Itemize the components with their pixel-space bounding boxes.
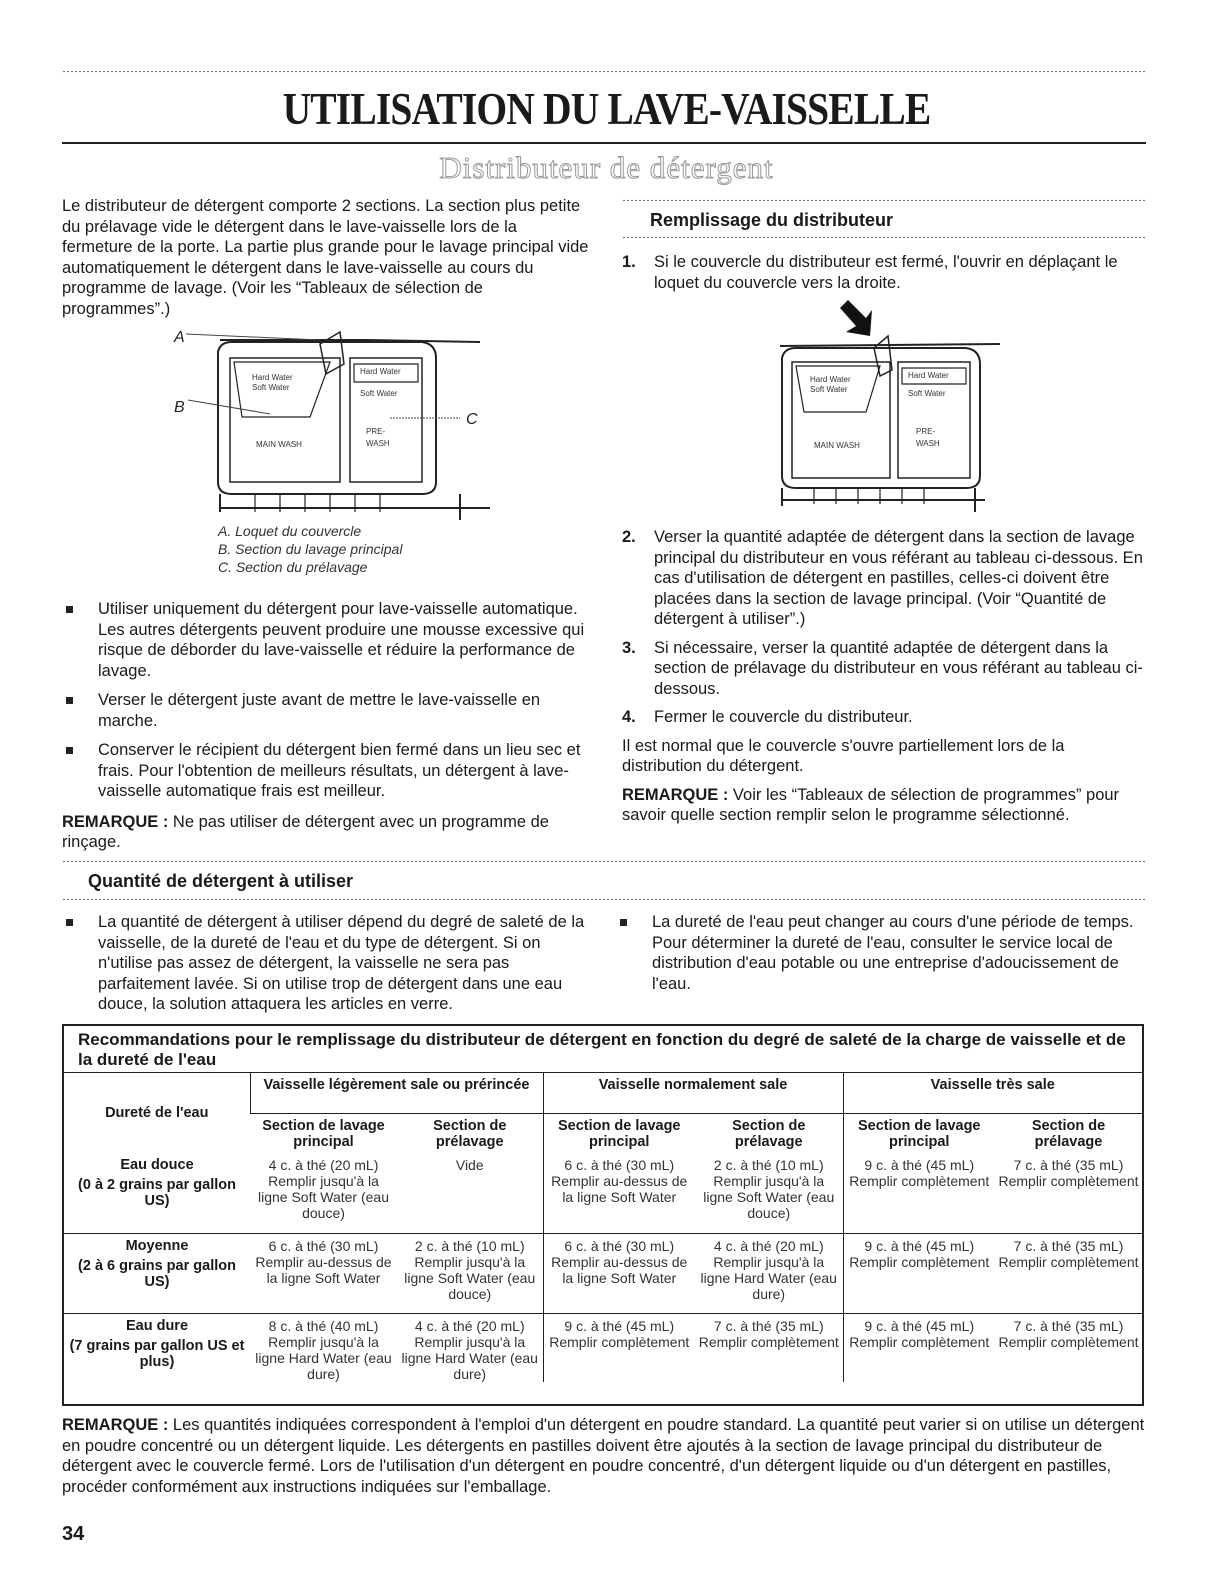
quantity-dotted-rule-top	[62, 860, 1146, 863]
cell-amount: Vide	[455, 1157, 484, 1173]
detergent-table	[62, 1024, 1144, 1406]
table-cell	[397, 1233, 543, 1313]
step-1	[622, 252, 1146, 293]
cell-amount: 4 c. à thé (20 mL)	[713, 1237, 824, 1254]
table-cell	[250, 1153, 397, 1233]
figure-wash-label: WASH	[916, 439, 940, 448]
figure-soft-water-label: Soft Water	[810, 385, 848, 394]
row-name: Eau douce	[120, 1157, 194, 1173]
step-number: 1.	[622, 253, 636, 271]
step-number: 4.	[622, 708, 636, 726]
page-title: UTILISATION DU LAVE-VAISSELLE	[282, 83, 931, 134]
right-dotted-rule-bottom	[622, 236, 1146, 239]
row-name: Eau dure	[125, 1317, 189, 1334]
cell-instruction: Remplir jusqu'à la ligne Soft Water (eau douce)	[404, 1253, 536, 1302]
right-dotted-rule-top	[622, 199, 1146, 202]
subheader-pre: Section de prélavage	[695, 1113, 843, 1153]
table-cell	[250, 1313, 397, 1382]
cell-amount: 4 c. à thé (20 mL)	[414, 1317, 525, 1334]
note-text: Voir les “Tableaux de sélection de programmes” pour savoir quelle section remplir selon le programme sélectionné.	[622, 785, 1120, 824]
caption-c: C. Section du prélavage	[218, 559, 368, 575]
cell-instruction: Remplir complètement	[998, 1333, 1139, 1350]
cell-instruction: Remplir complètement	[849, 1253, 990, 1270]
figure-captions	[218, 522, 518, 576]
step-text: Fermer le couvercle du distributeur.	[654, 708, 913, 726]
note-text: Ne pas utiliser de détergent avec un programme de rinçage.	[62, 812, 549, 851]
cell-instruction: Remplir au-dessus de la ligne Soft Water	[255, 1253, 392, 1286]
table-grid	[64, 1073, 1142, 1382]
row-range: (0 à 2 grains par gallon US)	[78, 1177, 236, 1209]
cell-amount: 4 c. à thé (20 mL)	[268, 1157, 379, 1173]
row-header	[64, 1153, 250, 1233]
section-title: Distributeur de détergent	[439, 150, 774, 185]
figure-soft-water-label-2: Soft Water	[360, 389, 398, 398]
row-range: (2 à 6 grains par gallon US)	[78, 1257, 236, 1290]
cell-instruction: Remplir complètement	[998, 1253, 1139, 1270]
cell-amount: 9 c. à thé (45 mL)	[864, 1317, 975, 1334]
subheader-pre: Section de prélavage	[397, 1113, 543, 1153]
cell-amount: 6 c. à thé (30 mL)	[268, 1237, 379, 1254]
right-heading: Remplissage du distributeur	[650, 210, 894, 230]
header-group-light: Vaisselle légèrement sale ou prérincée	[250, 1073, 543, 1113]
header-hardness: Dureté de l'eau	[105, 1105, 209, 1121]
table-caption: Recommandations pour le remplissage du distributeur de détergent en fonction du degré de saleté de la charge de vaisselle et de la dureté de l'eau	[64, 1026, 1142, 1073]
table-cell	[843, 1233, 995, 1313]
cell-instruction: Remplir au-dessus de la ligne Soft Water	[551, 1253, 688, 1286]
table-cell	[695, 1153, 843, 1233]
bullet-item: La dureté de l'eau peut changer au cours d'une période de temps. Pour déterminer la dureté de l'eau, consulter le service local de distribution d'eau potable ou une entreprise d'adoucissement de l'eau.	[616, 912, 1146, 994]
cell-amount: 6 c. à thé (30 mL)	[564, 1237, 675, 1254]
table-cell	[397, 1313, 543, 1382]
cell-amount: 9 c. à thé (45 mL)	[864, 1157, 975, 1173]
subheader-pre: Section de prélavage	[995, 1113, 1142, 1153]
caption-b: B. Section du lavage principal	[218, 541, 403, 557]
cell-amount: 2 c. à thé (10 mL)	[713, 1157, 824, 1173]
table-cell	[543, 1233, 695, 1313]
cell-amount: 7 c. à thé (35 mL)	[1013, 1237, 1124, 1254]
figure-hard-water-label-2: Hard Water	[360, 367, 401, 376]
cell-amount: 7 c. à thé (35 mL)	[713, 1317, 824, 1334]
top-dotted-rule	[62, 70, 1146, 73]
cell-amount: 9 c. à thé (45 mL)	[864, 1237, 975, 1254]
row-range: (7 grains par gallon US et plus)	[69, 1337, 245, 1370]
dispenser-illustration-open	[770, 300, 1010, 512]
table-row	[64, 1233, 1142, 1313]
title-rule	[62, 142, 1146, 144]
note-label: REMARQUE :	[622, 785, 729, 804]
subheader-main: Section de lavage principal	[843, 1113, 995, 1153]
table-row	[64, 1153, 1142, 1233]
bullet-item: Utiliser uniquement du détergent pour lave-vaisselle automatique. Les autres détergents peuvent produire une mousse excessive qui risque de déborder du lave-vaisselle et réduire la performance de lavage.	[62, 599, 592, 681]
cell-amount: 7 c. à thé (35 mL)	[1013, 1157, 1124, 1173]
row-header	[64, 1233, 250, 1313]
figure-wash-label: WASH	[366, 439, 390, 448]
row-name: Moyenne	[125, 1237, 189, 1254]
quantity-heading: Quantité de détergent à utiliser	[88, 871, 354, 891]
figure-main-wash-label: MAIN WASH	[814, 441, 860, 450]
figure-hard-water-label-2: Hard Water	[908, 371, 949, 380]
cell-amount: 9 c. à thé (45 mL)	[564, 1317, 675, 1334]
cell-instruction: Remplir jusqu'à la ligne Soft Water (eau douce)	[258, 1173, 389, 1221]
note-label: REMARQUE :	[62, 1416, 169, 1434]
quantity-left	[62, 912, 592, 1015]
figure-pre-label: PRE-	[366, 427, 386, 436]
subheader-main: Section de lavage principal	[250, 1113, 397, 1153]
cell-instruction: Remplir jusqu'à la ligne Hard Water (eau dure)	[255, 1333, 392, 1382]
figure-pre-label: PRE-	[916, 427, 936, 436]
cell-amount: 6 c. à thé (30 mL)	[564, 1157, 675, 1173]
table-cell	[250, 1233, 397, 1313]
bullet-item: Verser le détergent juste avant de mettre le lave-vaisselle en marche.	[62, 690, 592, 731]
cell-amount: 2 c. à thé (10 mL)	[414, 1237, 525, 1254]
figure-label-b: B	[174, 399, 185, 416]
header-group-heavy: Vaisselle très sale	[843, 1073, 1142, 1113]
table-cell	[695, 1313, 843, 1382]
cell-instruction: Remplir jusqu'à la ligne Hard Water (eau dure)	[401, 1333, 538, 1382]
figure-soft-water-label-2: Soft Water	[908, 389, 946, 398]
note-text: Les quantités indiquées correspondent à l'emploi d'un détergent en poudre standard. La quantité peut varier si on utilise un détergent en poudre concentré ou un détergent liquide. Les détergents en pastilles doivent être ajoutés à la section de lavage principal du distributeur de détergent avec le couvercle fermé. Lors de l'utilisation d'un détergent en poudre concentré, d'un détergent liquide ou d'un détergent en pastilles, procéder conformément aux instructions indiquées sur l'emballage.	[62, 1416, 1145, 1496]
footer-note	[62, 1415, 1146, 1497]
right-paragraph: Il est normal que le couvercle s'ouvre partiellement lors de la distribution du détergent.	[622, 736, 1065, 775]
cell-instruction: Remplir jusqu'à la ligne Hard Water (eau dure)	[700, 1253, 837, 1302]
table-cell	[995, 1313, 1142, 1382]
cell-instruction: Remplir complètement	[998, 1173, 1139, 1189]
step-text: Si le couvercle du distributeur est fermé, l'ouvrir en déplaçant le loquet du couvercle vers la droite.	[654, 253, 1118, 292]
cell-amount: 7 c. à thé (35 mL)	[1013, 1317, 1124, 1334]
table-cell	[843, 1313, 995, 1382]
left-note	[62, 812, 592, 853]
figure-soft-water-label: Soft Water	[252, 383, 290, 392]
table-cell	[397, 1153, 543, 1233]
step-number: 2.	[622, 528, 636, 546]
row-header	[64, 1313, 250, 1382]
cell-amount: 8 c. à thé (40 mL)	[268, 1317, 379, 1334]
subheader-main: Section de lavage principal	[543, 1113, 695, 1153]
figure-main-wash-label: MAIN WASH	[256, 440, 302, 449]
table-cell	[843, 1153, 995, 1233]
table-row	[64, 1313, 1142, 1382]
table-cell	[995, 1233, 1142, 1313]
left-bullets	[62, 599, 592, 853]
quantity-right	[616, 912, 1146, 994]
table-cell	[695, 1233, 843, 1313]
cell-instruction: Remplir au-dessus de la ligne Soft Water	[551, 1173, 688, 1205]
table-cell	[543, 1153, 695, 1233]
caption-a: A. Loquet du couvercle	[218, 523, 362, 539]
table-cell	[543, 1313, 695, 1382]
dispenser-illustration-labeled	[160, 322, 500, 520]
right-steps	[622, 527, 1146, 826]
cell-instruction: Remplir jusqu'à la ligne Soft Water (eau douce)	[703, 1173, 835, 1221]
quantity-dotted-rule-bottom	[62, 898, 1146, 901]
bullet-item: La quantité de détergent à utiliser dépend du degré de saleté de la vaisselle, de la dureté de l'eau et du type de détergent. Si on n'utilise pas assez de détergent, la vaisselle ne sera pas parfaitement lavée. Si on utilise trop de détergent dans une eau douce, la solution attaquera les articles en verre.	[62, 912, 592, 1015]
figure-label-c: C	[466, 411, 478, 428]
figure-hard-water-label: Hard Water	[252, 373, 293, 382]
table-cell	[995, 1153, 1142, 1233]
cell-instruction: Remplir complètement	[549, 1333, 690, 1350]
cell-instruction: Remplir complètement	[849, 1333, 990, 1350]
arrow-icon	[840, 300, 872, 336]
note-label: REMARQUE :	[62, 812, 169, 831]
cell-instruction: Remplir complètement	[849, 1173, 990, 1189]
figure-label-a: A	[174, 329, 185, 346]
step-text: Verser la quantité adaptée de détergent dans la section de lavage principal du distributeur en vous référant au tableau ci-dessous. En cas d'utilisation de détergent en pastilles, celles-ci doivent être placées dans la section de lavage principal. (Voir “Quantité de détergent à utiliser”.)	[654, 528, 1143, 628]
bullet-item: Conserver le récipient du détergent bien fermé dans un lieu sec et frais. Pour l'obtention de meilleurs résultats, un détergent à lave-vaisselle automatique frais est meilleur.	[62, 740, 592, 802]
right-note	[622, 785, 1146, 826]
page-number: 34	[62, 1523, 85, 1545]
figure-hard-water-label: Hard Water	[810, 375, 851, 384]
cell-instruction: Remplir complètement	[698, 1333, 839, 1350]
intro-paragraph: Le distributeur de détergent comporte 2 sections. La section plus petite du prélavage vide le détergent dans le lave-vaisselle lors de la fermeture de la porte. La partie plus grande pour le lavage principal vide automatiquement le détergent dans le lave-vaisselle au cours du programme de lavage. (Voir les “Tableaux de sélection de programmes”.)	[62, 197, 589, 318]
header-group-normal: Vaisselle normalement sale	[543, 1073, 843, 1113]
step-number: 3.	[622, 638, 636, 657]
step-text: Si nécessaire, verser la quantité adaptée de détergent dans la section de prélavage du distributeur en vous référant au tableau ci-dessous.	[654, 638, 1143, 698]
